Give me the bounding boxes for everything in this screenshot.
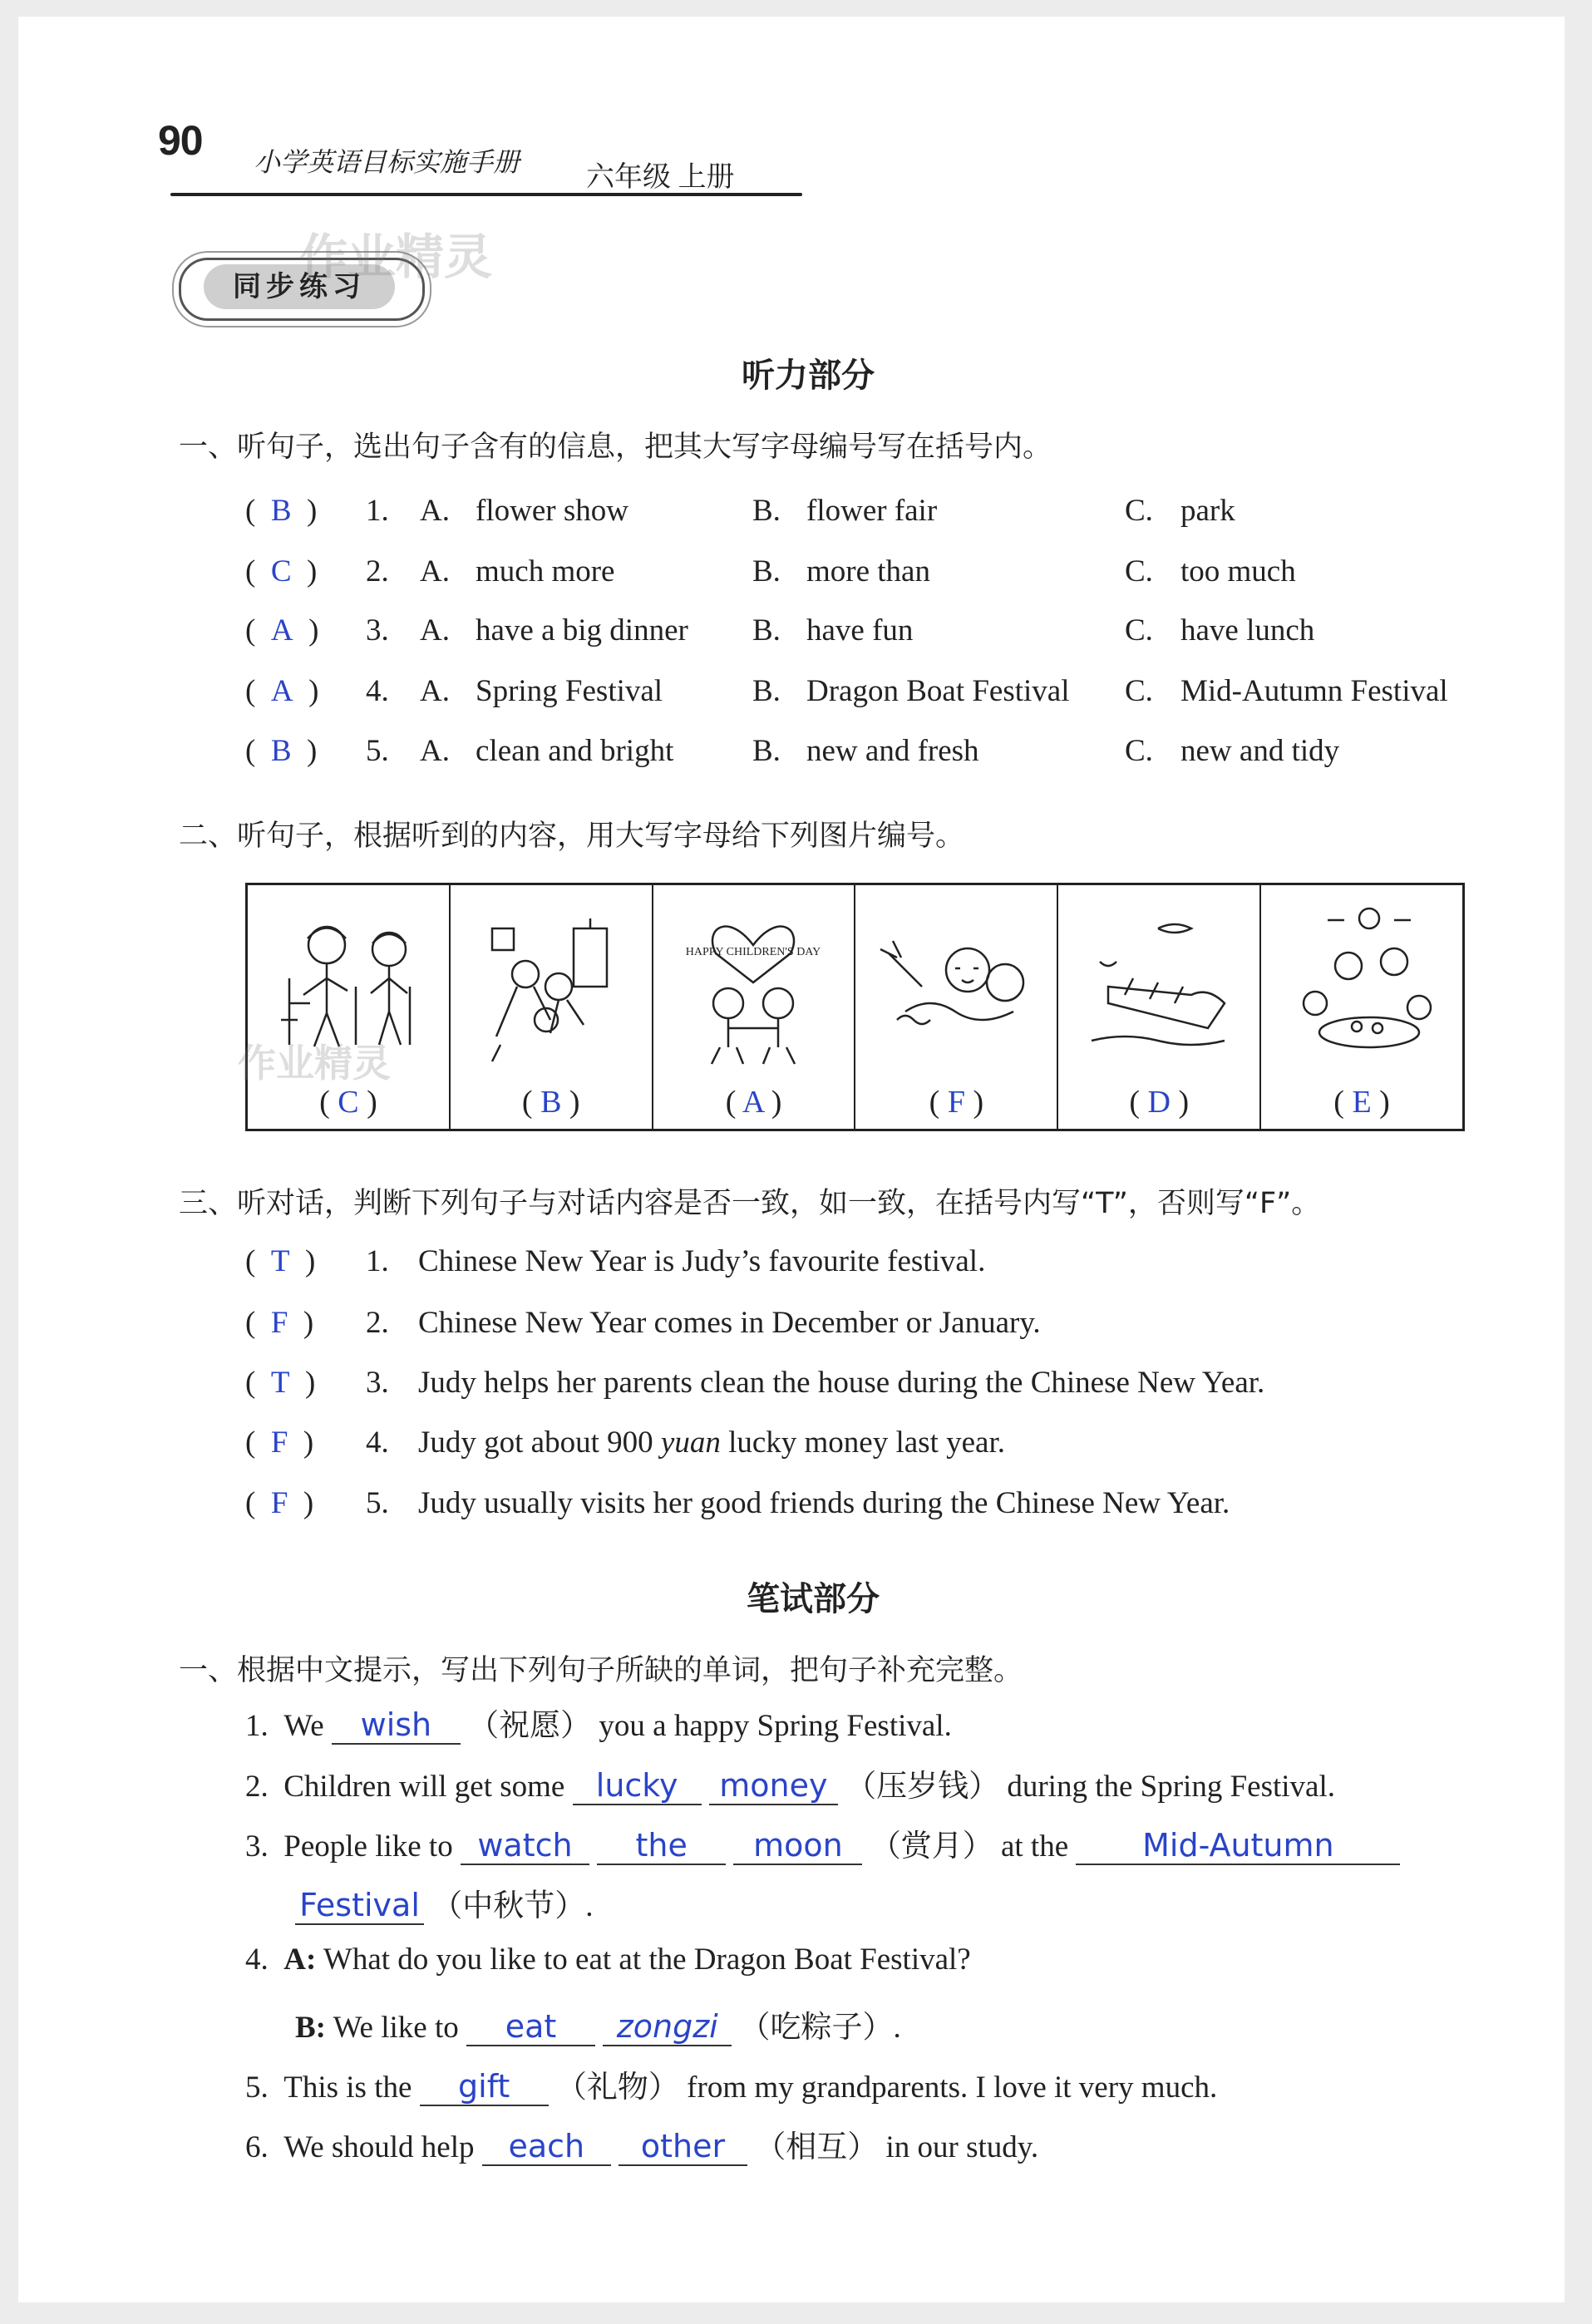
statement-number: 3. (366, 1366, 389, 1400)
writing-title: 笔试部分 (747, 1579, 880, 1618)
option-a: A. (420, 734, 450, 768)
answer-blank[interactable]: other (619, 2130, 747, 2166)
option-b: B. (752, 554, 781, 588)
option-num: 2. (366, 554, 389, 588)
picture-cell-2: ( B ) (451, 885, 653, 1129)
writing-q3-cont: Festival （中秋节）. (295, 1880, 594, 1925)
option-b_text: Dragon Boat Festival (806, 674, 1070, 708)
statement-number: 5. (366, 1486, 389, 1520)
answer-blank[interactable]: wish (332, 1708, 461, 1745)
answer-letter: F (270, 1425, 288, 1460)
option-c: C. (1125, 494, 1153, 528)
option-b: B. (752, 494, 781, 528)
book-title: 小学英语目标实施手册 (254, 147, 520, 177)
answer-bracket[interactable]: ( B ) (245, 494, 318, 528)
childrens-day-badge-text: HAPPY CHILDREN'S DAY (685, 946, 821, 958)
option-a_text: Spring Festival (476, 674, 663, 708)
answer-blank[interactable]: eat (466, 2010, 595, 2046)
picture-answer-3: A (742, 1085, 764, 1120)
statement-text: Chinese New Year is Judy’s favourite festival. (418, 1244, 986, 1278)
option-b_text: flower fair (806, 494, 938, 528)
statement-text: Judy usually visits her good friends during the Chinese New Year. (418, 1486, 1230, 1520)
statement-text: Judy helps her parents clean the house during the Chinese New Year. (418, 1366, 1265, 1400)
header-rule (170, 193, 802, 196)
picture-answer-2: B (540, 1085, 562, 1120)
answer-bracket[interactable]: ( T ) (245, 1366, 316, 1400)
option-b_text: have fun (806, 613, 914, 647)
option-num: 3. (366, 613, 389, 647)
childrens-day-picture (670, 895, 836, 1070)
dragon-boat-picture (1075, 895, 1241, 1070)
option-b_text: new and fresh (806, 734, 979, 768)
option-c: C. (1125, 554, 1153, 588)
answer-blank[interactable]: the (597, 1829, 726, 1865)
option-c_text: new and tidy (1180, 734, 1340, 768)
option-b: B. (752, 674, 781, 708)
answer-letter: F (270, 1306, 288, 1340)
answer-blank[interactable]: Festival (295, 1888, 424, 1925)
answer-bracket[interactable]: ( A ) (245, 674, 319, 708)
answer-letter: F (270, 1486, 288, 1520)
answer-letter: C (270, 554, 292, 588)
option-a: A. (420, 494, 450, 528)
statement-text: Chinese New Year comes in December or January. (418, 1306, 1041, 1340)
writing-q1: 1. We wish （祝愿） you a happy Spring Festival. (245, 1706, 952, 1743)
picture-answer-1: C (338, 1085, 359, 1120)
writing-q6: 6. We should help each other （相互） in our study. (245, 2128, 1039, 2164)
picture-cell-5: ( D ) (1058, 885, 1261, 1129)
statement-text: Judy got about 900 yuan lucky money last year. (418, 1425, 1005, 1460)
firecracker-picture (872, 895, 1038, 1070)
answer-bracket[interactable]: ( F ) (245, 1306, 314, 1340)
writing-q4-a: 4. A: What do you like to eat at the Dragon Boat Festival? (245, 1942, 971, 1977)
answer-bracket[interactable]: ( T ) (245, 1244, 316, 1278)
answer-blank[interactable]: gift (420, 2070, 549, 2106)
answer-blank[interactable]: each (482, 2130, 611, 2166)
listening-part3-instruction: 三、听对话，判断下列句子与对话内容是否一致，如一致，在括号内写“T”，否则写“F”。 (179, 1187, 1321, 1220)
option-a: A. (420, 613, 450, 647)
grade-label: 六年级 上册 (586, 162, 735, 193)
option-b_text: more than (806, 554, 930, 588)
option-c_text: park (1180, 494, 1235, 528)
picture-table (238, 883, 1465, 1131)
listening-part2-instruction: 二、听句子，根据听到的内容，用大写字母给下列图片编号。 (179, 820, 965, 853)
answer-bracket[interactable]: ( B ) (245, 734, 318, 768)
answer-letter: T (270, 1244, 290, 1278)
statement-number: 1. (366, 1244, 389, 1278)
picture-cell-6: ( E ) (1261, 885, 1462, 1129)
option-c: C. (1125, 734, 1153, 768)
listening-part1-instruction: 一、听句子，选出句子含有的信息，把其大写字母编号写在括号内。 (179, 431, 1052, 464)
writing-q3: 3. People like to watch the moon （赏月） at the Mid-Autumn (245, 1820, 1400, 1865)
option-num: 1. (366, 494, 389, 528)
answer-bracket[interactable]: ( C ) (245, 554, 318, 588)
answer-blank[interactable]: money (709, 1769, 838, 1805)
picture-cell-4: ( F ) (855, 885, 1058, 1129)
answer-letter: T (270, 1366, 290, 1400)
writing-q5: 5. This is the gift （礼物） from my grandparents. I love it very much. (245, 2068, 1218, 2105)
watermark: 作业精灵 (299, 229, 493, 285)
option-a: A. (420, 554, 450, 588)
writing-q4-b: B: We like to eat zongzi （吃粽子）. (295, 2008, 901, 2045)
option-b: B. (752, 734, 781, 768)
spring-festival-picture (467, 895, 633, 1070)
picture-answer-5: D (1147, 1085, 1171, 1120)
watermark-cell: 作业精灵 (238, 1041, 391, 1086)
option-b: B. (752, 613, 781, 647)
option-a_text: have a big dinner (476, 613, 688, 647)
option-c_text: have lunch (1180, 613, 1315, 647)
page-number: 90 (158, 117, 203, 164)
option-num: 5. (366, 734, 389, 768)
option-a_text: flower show (476, 494, 628, 528)
writing-part1-instruction: 一、根据中文提示，写出下列句子所缺的单词，把句子补充完整。 (179, 1654, 1023, 1687)
picture-answer-6: E (1352, 1085, 1372, 1120)
picture-cell-3: HAPPY CHILDREN'S DAY ( A ) (653, 885, 856, 1129)
answer-blank[interactable]: watch (461, 1829, 589, 1865)
answer-letter: A (270, 674, 293, 708)
option-a_text: much more (476, 554, 615, 588)
option-a_text: clean and bright (476, 734, 674, 768)
option-c_text: too much (1180, 554, 1296, 588)
option-num: 4. (366, 674, 389, 708)
section-badge: 同步练习 (204, 264, 395, 309)
option-c_text: Mid-Autumn Festival (1180, 674, 1448, 708)
answer-bracket[interactable]: ( F ) (245, 1486, 314, 1520)
answer-letter: A (270, 613, 293, 647)
writing-q2: 2. Children will get some lucky money （压岁钱） during the Spring Festival. (245, 1767, 1336, 1804)
picture-answer-4: F (947, 1085, 965, 1120)
answer-blank[interactable]: lucky (573, 1769, 702, 1805)
listening-title: 听力部分 (742, 356, 875, 395)
mid-autumn-picture (1278, 895, 1444, 1070)
answer-bracket[interactable]: ( A ) (245, 613, 319, 647)
picture-cell-1: 作业精灵 ( C ) (248, 885, 451, 1129)
answer-letter: B (270, 734, 292, 768)
option-a: A. (420, 674, 450, 708)
statement-number: 2. (366, 1306, 389, 1340)
answer-letter: B (270, 494, 292, 528)
answer-blank[interactable]: moon (733, 1829, 862, 1865)
answer-blank[interactable]: zongzi (603, 2010, 732, 2046)
option-c: C. (1125, 674, 1153, 708)
statement-number: 4. (366, 1425, 389, 1460)
option-c: C. (1125, 613, 1153, 647)
answer-blank[interactable]: Mid-Autumn (1076, 1829, 1400, 1865)
answer-bracket[interactable]: ( F ) (245, 1425, 314, 1460)
